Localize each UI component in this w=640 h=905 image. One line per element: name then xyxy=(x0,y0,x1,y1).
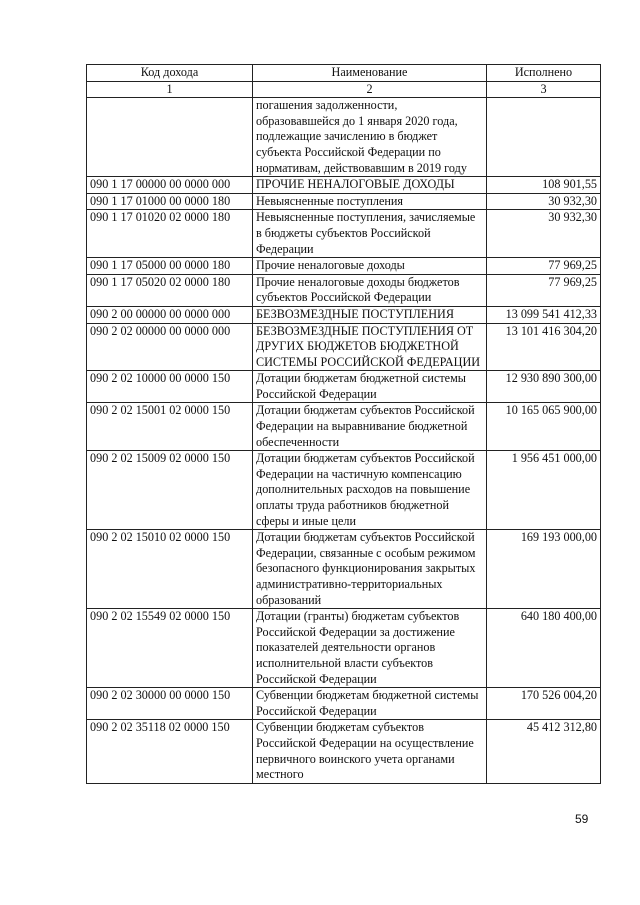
column-number-2: 2 xyxy=(253,81,487,98)
income-code-cell: 090 1 17 00000 00 0000 000 xyxy=(87,177,253,194)
revenue-name-cell: Дотации бюджетам бюджетной системы Российской Федерации xyxy=(253,371,487,403)
executed-amount-cell: 13 099 541 412,33 xyxy=(487,306,601,323)
table-row xyxy=(87,720,601,783)
executed-amount-cell xyxy=(487,98,601,177)
table-row xyxy=(87,210,601,258)
table-row xyxy=(87,609,601,688)
revenue-name-cell: Прочие неналоговые доходы xyxy=(253,258,487,275)
table-row xyxy=(87,688,601,720)
revenue-name-cell: ПРОЧИЕ НЕНАЛОГОВЫЕ ДОХОДЫ xyxy=(253,177,487,194)
header-name: Наименование xyxy=(253,65,487,82)
income-code-cell: 090 2 02 35118 02 0000 150 xyxy=(87,720,253,783)
revenue-name-cell: БЕЗВОЗМЕЗДНЫЕ ПОСТУПЛЕНИЯ xyxy=(253,306,487,323)
table-row xyxy=(87,530,601,609)
revenue-name-cell: Дотации бюджетам субъектов Российской Федерации на выравнивание бюджетной обеспеченности xyxy=(253,403,487,451)
table-row xyxy=(87,306,601,323)
executed-amount-cell: 12 930 890 300,00 xyxy=(487,371,601,403)
column-number-3: 3 xyxy=(487,81,601,98)
income-code-cell: 090 1 17 01000 00 0000 180 xyxy=(87,193,253,210)
revenue-name-cell: Дотации бюджетам субъектов Российской Федерации на частичную компенсацию дополнительных расходов на повышение оплаты труда работников бюджетной сферы и иные цели xyxy=(253,451,487,530)
executed-amount-cell: 77 969,25 xyxy=(487,274,601,306)
table-row xyxy=(87,451,601,530)
header-executed: Исполнено xyxy=(487,65,601,82)
executed-amount-cell: 1 956 451 000,00 xyxy=(487,451,601,530)
executed-amount-cell: 169 193 000,00 xyxy=(487,530,601,609)
income-code-cell: 090 1 17 01020 02 0000 180 xyxy=(87,210,253,258)
executed-amount-cell: 170 526 004,20 xyxy=(487,688,601,720)
income-code-cell: 090 2 02 15009 02 0000 150 xyxy=(87,451,253,530)
table-header xyxy=(87,65,601,98)
table-body xyxy=(87,98,601,784)
executed-amount-cell: 10 165 065 900,00 xyxy=(487,403,601,451)
column-number-row xyxy=(87,81,601,98)
table-row xyxy=(87,274,601,306)
table-row xyxy=(87,371,601,403)
table-row xyxy=(87,177,601,194)
income-code-cell: 090 2 02 15001 02 0000 150 xyxy=(87,403,253,451)
income-code-cell: 090 2 02 00000 00 0000 000 xyxy=(87,323,253,371)
executed-amount-cell: 77 969,25 xyxy=(487,258,601,275)
executed-amount-cell: 13 101 416 304,20 xyxy=(487,323,601,371)
table-row xyxy=(87,323,601,371)
table-row xyxy=(87,193,601,210)
revenue-name-cell: Субвенции бюджетам субъектов Российской Федерации на осуществление первичного воинского учета органами местного xyxy=(253,720,487,783)
income-code-cell: 090 2 02 15549 02 0000 150 xyxy=(87,609,253,688)
executed-amount-cell: 45 412 312,80 xyxy=(487,720,601,783)
revenue-name-cell: БЕЗВОЗМЕЗДНЫЕ ПОСТУПЛЕНИЯ ОТ ДРУГИХ БЮДЖЕТОВ БЮДЖЕТНОЙ СИСТЕМЫ РОССИЙСКОЙ ФЕДЕРАЦИИ xyxy=(253,323,487,371)
revenue-name-cell: Дотации (гранты) бюджетам субъектов Российской Федерации за достижение показателей деятельности органов исполнительной власти субъектов Российской Федерации xyxy=(253,609,487,688)
revenue-name-cell: Дотации бюджетам субъектов Российской Федерации, связанные с особым режимом безопасного функционирования закрытых административно-территориальных образований xyxy=(253,530,487,609)
revenue-name-cell: Невыясненные поступления xyxy=(253,193,487,210)
table-row xyxy=(87,258,601,275)
revenue-name-cell: Невыясненные поступления, зачисляемые в бюджеты субъектов Российской Федерации xyxy=(253,210,487,258)
table-row xyxy=(87,98,601,177)
page-number: 59 xyxy=(575,812,589,826)
revenue-name-cell: Прочие неналоговые доходы бюджетов субъектов Российской Федерации xyxy=(253,274,487,306)
column-number-1: 1 xyxy=(87,81,253,98)
revenue-table xyxy=(86,64,601,784)
executed-amount-cell: 30 932,30 xyxy=(487,210,601,258)
income-code-cell xyxy=(87,98,253,177)
income-code-cell: 090 1 17 05000 00 0000 180 xyxy=(87,258,253,275)
executed-amount-cell: 108 901,55 xyxy=(487,177,601,194)
income-code-cell: 090 2 02 10000 00 0000 150 xyxy=(87,371,253,403)
revenue-name-cell: Субвенции бюджетам бюджетной системы Российской Федерации xyxy=(253,688,487,720)
income-code-cell: 090 2 02 30000 00 0000 150 xyxy=(87,688,253,720)
executed-amount-cell: 30 932,30 xyxy=(487,193,601,210)
header-row xyxy=(87,65,601,82)
table-row xyxy=(87,403,601,451)
header-income-code: Код дохода xyxy=(87,65,253,82)
income-code-cell: 090 1 17 05020 02 0000 180 xyxy=(87,274,253,306)
executed-amount-cell: 640 180 400,00 xyxy=(487,609,601,688)
income-code-cell: 090 2 02 15010 02 0000 150 xyxy=(87,530,253,609)
revenue-name-cell: погашения задолженности, образовавшейся до 1 января 2020 года, подлежащие зачислению в бюджет субъекта Российской Федерации по нормативам, действовавшим в 2019 году xyxy=(253,98,487,177)
income-code-cell: 090 2 00 00000 00 0000 000 xyxy=(87,306,253,323)
